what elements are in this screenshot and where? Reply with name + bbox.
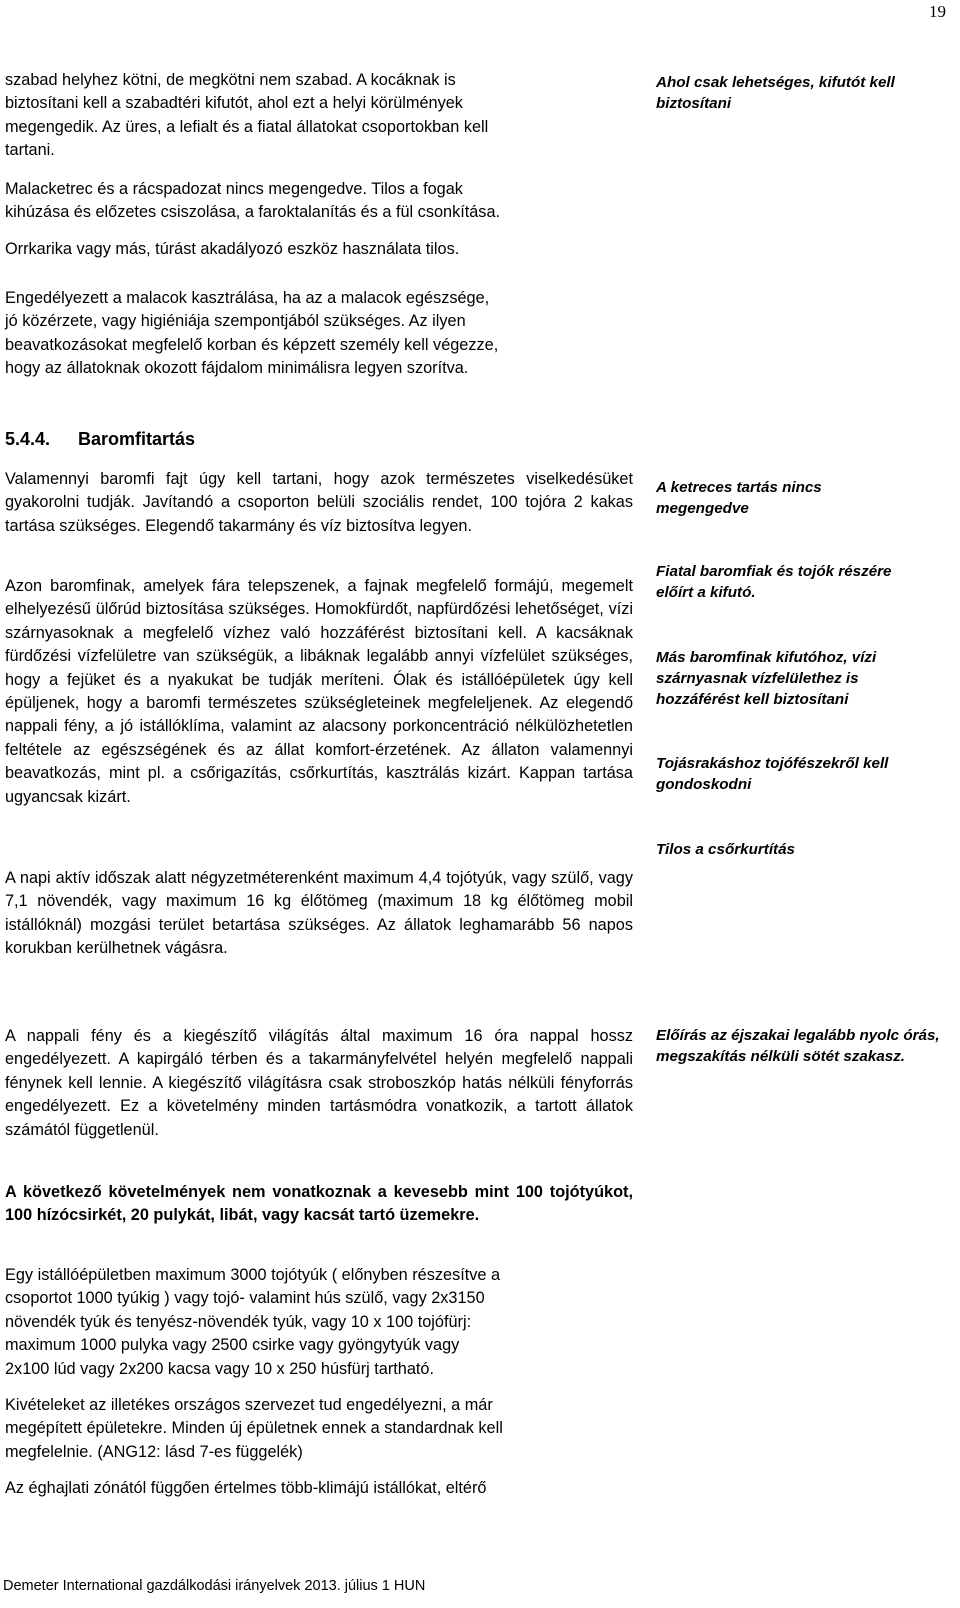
side-note-ketreces: A ketreces tartás nincs megengedve xyxy=(656,479,822,517)
paragraph-2 xyxy=(5,575,633,809)
kasztralas-paragraph xyxy=(5,287,633,381)
text-line: növendék tyúk és tenyész-növendék tyúk, vagy 10 x 100 tojófürj: xyxy=(5,1312,472,1331)
paragraph-4 xyxy=(5,1025,633,1142)
paragraph-text: A nappali fény és a kiegészítő világítás által maximum 16 óra nappal hossz engedélyezett. A kapirgáló térben és a takarmányfelvétel helyén megfelelő nappali fénynek kell lennie. A kiegészítő világításra csak stroboszkóp hatás nélküli fényforrás engedélyezett. Ez a követelmény minden tartásmódra vonatkozik, a tartott állatok számától függetlenül. xyxy=(5,1027,633,1139)
intro-paragraph xyxy=(5,69,633,163)
paragraph-text: A napi aktív időszak alatt négyzetméterenként maximum 4,4 tojótyúk, vagy szülő, vagy 7,1 növendék, vagy maximum 16 kg élőtömeg (maximum 18 kg élőtömeg mobil istállóknál) mozgási terület betartása szükséges. Az állatok leghamarább 56 napos korukban kerülhetnek vágásra. xyxy=(5,869,633,958)
section-title: Baromfitartás xyxy=(78,429,196,449)
paragraph-8 xyxy=(5,1477,633,1500)
text-line: szabad helyhez kötni, de megkötni nem szabad. A kocáknak is xyxy=(5,71,456,89)
text-line: biztosítani kell a szabadtéri kifutót, ahol ezt a helyi körülmények xyxy=(5,94,463,113)
paragraph-3 xyxy=(5,867,633,961)
text-line: megfelelnie. (ANG12: lásd 7-es függelék) xyxy=(5,1442,303,1461)
text-line: Egy istállóépületben maximum 3000 tojótyúk ( előnyben részesítve a xyxy=(5,1266,501,1284)
text-line: megépített épületekre. Minden új épületnek ennek a standardnak kell xyxy=(5,1419,503,1438)
text-line: jó közérzete, vagy higiéniája szempontjából szükséges. Az ilyen xyxy=(5,312,466,331)
text-line: Kivételeket az illetékes országos szervezet tud engedélyezni, a már xyxy=(5,1396,493,1414)
text-line: Engedélyezett a malacok kasztrálása, ha az a malacok egészsége, xyxy=(5,289,490,307)
text-line: beavatkozásokat megfelelő korban és képzett személy kell végezze, xyxy=(5,335,499,354)
malacketrec-paragraph xyxy=(5,178,633,225)
text-line: megengedik. Az üres, a lefialt és a fiatal állatokat csoportokban kell xyxy=(5,117,489,136)
text-line: Az éghajlati zónától függően értelmes több-klimájú istállókat, eltérő xyxy=(5,1479,487,1497)
orrkarika-paragraph xyxy=(5,238,633,261)
side-note-tojasrakas: Tojásrakáshoz tojófészekről kell gondoskodni xyxy=(656,755,889,793)
text-line: Orrkarika vagy más, túrást akadályozó eszköz használata tilos. xyxy=(5,240,460,258)
section-heading xyxy=(5,427,195,451)
side-note-ejszakai: Előírás az éjszakai legalább nyolc órás, megszakítás nélküli sötét szakasz. xyxy=(656,1027,940,1065)
text-line: tartani. xyxy=(5,141,55,160)
side-note-mas-baromfi: Más baromfinak kifutóhoz, vízi szárnyasnak vízfelülethez is hozzáférést kell biztosítani xyxy=(656,649,877,708)
text-line: csoportot 1000 tyúkig ) vagy tojó- valamint hús szülő, vagy 2x3150 xyxy=(5,1289,485,1308)
text-line: kihúzása és előzetes csiszolása, a faroktalanítás és a fül csonkítása. xyxy=(5,203,501,222)
section-number: 5.4.4. xyxy=(5,429,51,449)
page-number: 19 xyxy=(929,2,946,21)
paragraph-text: Valamennyi baromfi fajt úgy kell tartani, hogy azok természetes viselkedésüket gyakorolni tudják. Javítandó a csoporton belüli szociális rendet, 100 tojóra 2 kakas tartása szükséges. Elegendő takarmány és víz biztosítva legyen. xyxy=(5,470,633,535)
paragraph-text: A következő követelmények nem vonatkoznak a kevesebb mint 100 tojótyúkot, 100 hízócsirkét, 20 pulykát, libát, vagy kacsát tartó üzemekre. xyxy=(5,1183,633,1225)
paragraph-1 xyxy=(5,468,633,538)
side-note-kifuto: Ahol csak lehetséges, kifutót kell biztosítani xyxy=(656,74,895,112)
text-line: Malacketrec és a rácspadozat nincs megengedve. Tilos a fogak xyxy=(5,180,463,198)
footer: Demeter International gazdálkodási irányelvek 2013. július 1 HUN xyxy=(3,1578,426,1594)
paragraph-7 xyxy=(5,1394,633,1464)
paragraph-text: Azon baromfinak, amelyek fára telepszenek, a fajnak megfelelő formájú, megemelt elhelyezésű ülőrúd biztosítása szükséges. Homokfürdőt, napfürdőzési lehetőséget, vízi szárnyasoknak a megfelelő vízhez való hozzáférést biztosítani kell. A kacsáknak fürdőzési vízfelületre van szükségük, a libáknak legalább annyi vízfelület szükséges, hogy a fejüket és a nyakukat be tudják meríteni. Ólak és istállóépületek úgy kell épüljenek, hogy a baromfi természetes szükségleteinek megfeleljenek. Az elegendő nappali fény, a jó istállóklíma, valamint az alacsony porkoncentráció nélkülözhetetlen feltétele az egészségének és az állat komfort-érzetének. Az állaton valamennyi beavatkozás, mint pl. a csőrigazítás, csőrkurtítás, kasztrálás kizárt. Kappan tartása ugyancsak kizárt. xyxy=(5,577,633,806)
side-note-csorkurtitas: Tilos a csőrkurtítás xyxy=(656,841,795,858)
text-line: maximum 1000 pulyka vagy 2500 csirke vagy gyöngytyúk vagy xyxy=(5,1336,460,1355)
side-note-fiatal-baromfiak: Fiatal baromfiak és tojók részére előírt a kifutó. xyxy=(656,563,892,601)
text-line: 2x100 lúd vagy 2x200 kacsa vagy 10 x 250 húsfürj tartható. xyxy=(5,1359,435,1378)
paragraph-5 xyxy=(5,1181,633,1228)
paragraph-6 xyxy=(5,1264,633,1381)
text-line: hogy az állatoknak okozott fájdalom minimálisra legyen szorítva. xyxy=(5,359,469,378)
